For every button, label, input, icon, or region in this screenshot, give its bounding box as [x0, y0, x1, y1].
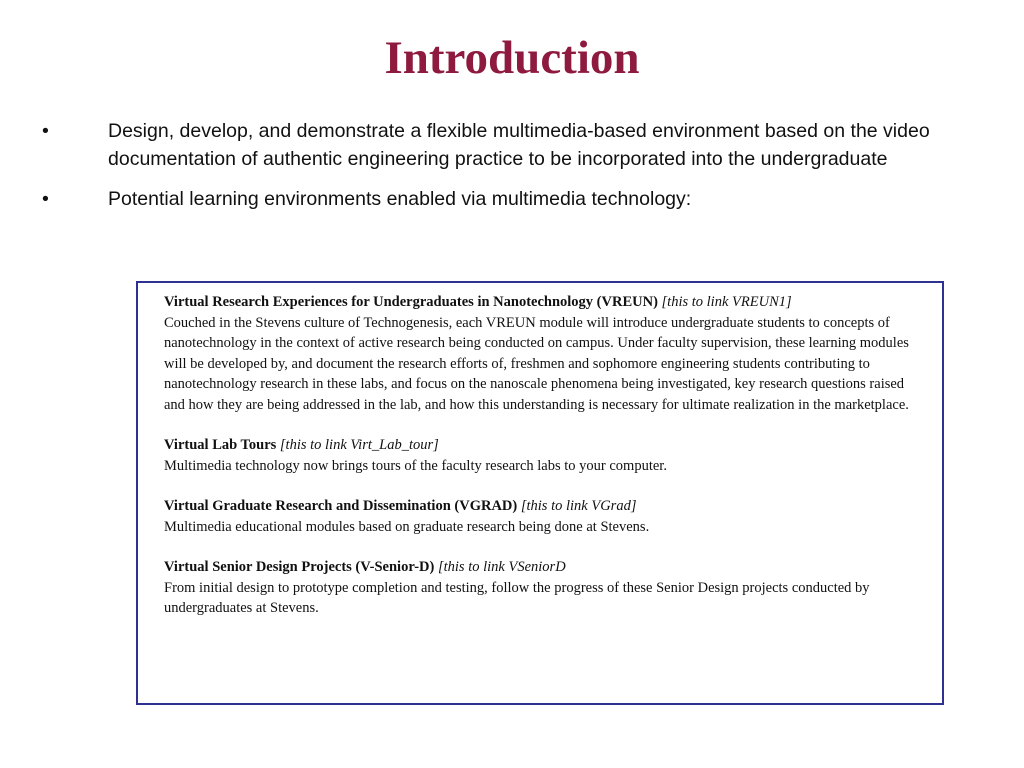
section-title: Virtual Lab Tours: [164, 437, 277, 453]
slide-title: Introduction: [384, 32, 640, 84]
section-virtual-lab-tours: [164, 435, 916, 476]
section-link-note: [this to link VSeniorD: [437, 559, 566, 575]
section-title: Virtual Research Experiences for Undergraduates in Nanotechnology (VREUN): [164, 294, 658, 310]
bullet-marker: •: [42, 188, 49, 210]
environments-box: [136, 281, 944, 705]
section-body: Multimedia educational modules based on graduate research being done at Stevens.: [164, 518, 650, 535]
section-link-note: [this to link Virt_Lab_tour]: [279, 437, 439, 453]
bullet-list: [0, 118, 1024, 214]
bullet-item-design: [0, 118, 1024, 173]
section-link-note: [this to link VREUN1]: [661, 294, 792, 310]
section-body: Couched in the Stevens culture of Technogenesis, each VREUN module will introduce undergraduate students to concepts of nanotechnology in the context of active research being conducted on campus. Under faculty supervision, these learning modules will be developed by, and document the research efforts of, freshmen and sophomore engineering students contributing to nanotechnology research in these labs, and focus on the nanoscale phenomena being investigated, key research questions raised and how they are being addressed in the lab, and how this understanding is necessary for ultimate realization in the marketplace.: [164, 314, 909, 413]
section-vgrad: [164, 496, 916, 537]
section-v-senior-d: [164, 557, 916, 619]
section-title: Virtual Senior Design Projects (V-Senior-D): [164, 559, 435, 575]
bullet-item-learning-environments: [0, 186, 1024, 214]
section-body: Multimedia technology now brings tours of the faculty research labs to your computer.: [164, 457, 667, 474]
bullet-marker: •: [42, 120, 49, 142]
section-link-note: [this to link VGrad]: [520, 498, 637, 514]
section-vreun: [164, 292, 916, 415]
section-title: Virtual Graduate Research and Dissemination (VGRAD): [164, 498, 518, 514]
bullet-text: Design, develop, and demonstrate a flexible multimedia-based environment based on the video documentation of authentic engineering practice to be incorporated into the undergraduate: [108, 120, 930, 170]
bullet-text: Potential learning environments enabled via multimedia technology:: [108, 188, 692, 210]
section-body: From initial design to prototype completion and testing, follow the progress of these Senior Design projects conducted by undergraduates at Stevens.: [164, 579, 870, 616]
